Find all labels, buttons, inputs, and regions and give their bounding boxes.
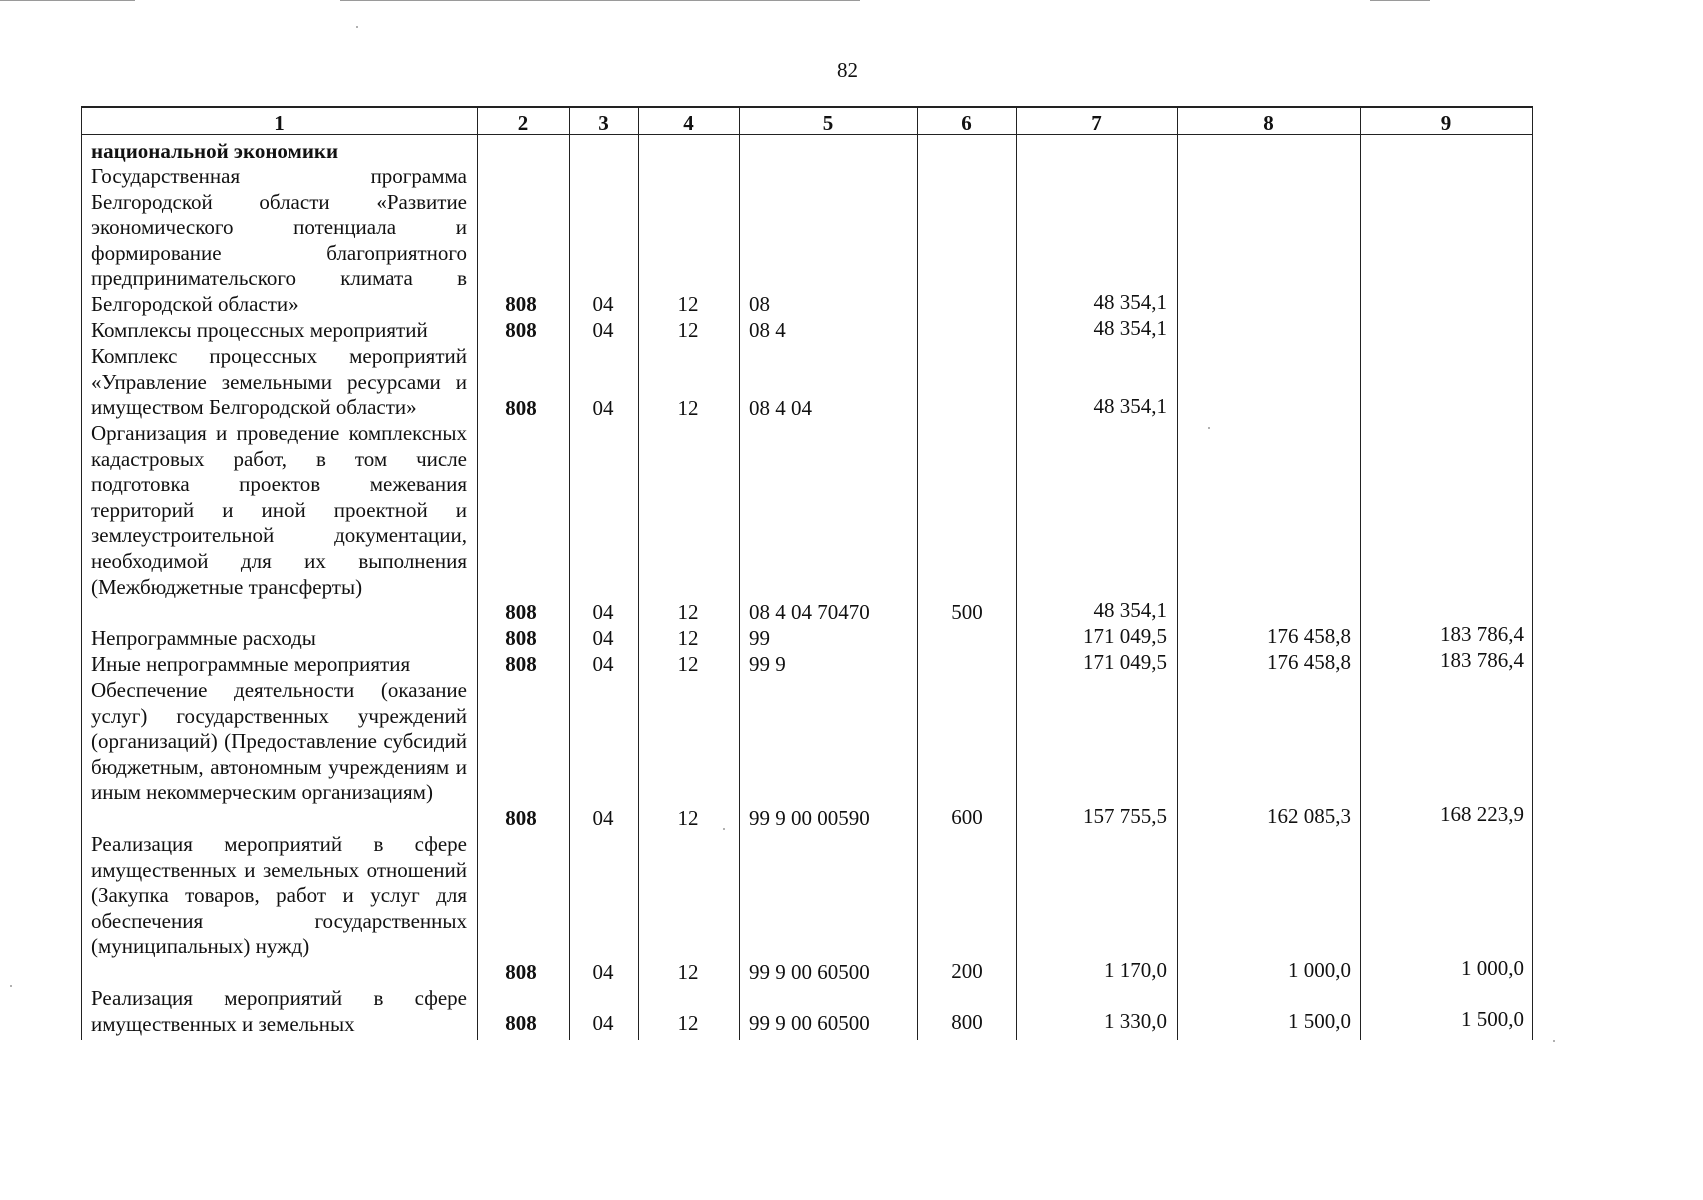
header-cell-5: 5 bbox=[822, 111, 834, 135]
amount-col-7: 157 755,5 bbox=[1083, 804, 1167, 828]
subsection-code: 12 bbox=[677, 396, 699, 420]
budget-table bbox=[81, 106, 1533, 1040]
page-number: 82 bbox=[837, 58, 858, 82]
amount-col-7: 1 170,0 bbox=[1104, 958, 1167, 982]
section-code: 04 bbox=[592, 396, 614, 420]
subsection-code: 12 bbox=[677, 292, 699, 316]
amount-col-7: 171 049,5 bbox=[1083, 650, 1167, 674]
ministry-code: 808 bbox=[505, 806, 537, 830]
header-cell-9: 9 bbox=[1440, 111, 1452, 135]
row-description: Реализация мероприятий в сфере имущественных и земельных отношений (Закупка товаров, работ и услуг для обеспечения государственных (муниципальных) нужд) bbox=[91, 832, 467, 959]
section-code: 04 bbox=[592, 806, 614, 830]
amount-col-8: 1 000,0 bbox=[1288, 958, 1351, 982]
ministry-code: 808 bbox=[505, 1011, 537, 1035]
amount-col-8: 162 085,3 bbox=[1267, 804, 1351, 828]
header-cell-2: 2 bbox=[517, 111, 529, 135]
subsection-code: 12 bbox=[677, 960, 699, 984]
amount-col-7: 48 354,1 bbox=[1093, 316, 1167, 340]
column-divider bbox=[1177, 108, 1178, 1040]
ministry-code: 808 bbox=[505, 292, 537, 316]
amount-col-8: 176 458,8 bbox=[1267, 650, 1351, 674]
target-article: 08 4 bbox=[749, 318, 786, 342]
column-divider bbox=[1360, 108, 1361, 1040]
amount-col-7: 48 354,1 bbox=[1093, 598, 1167, 622]
header-cell-8: 8 bbox=[1263, 111, 1274, 135]
row-description: Организация и проведение комплексных кадастровых работ, в том числе подготовка проектов межевания территорий и иной проектной и землеустроительной документации, необходимой для их выполнения (Межбюджетные трансферты) bbox=[91, 421, 467, 599]
expense-type: 800 bbox=[951, 1010, 983, 1034]
row-description: Иные непрограммные мероприятия bbox=[91, 652, 411, 676]
column-divider bbox=[1016, 108, 1017, 1040]
table-header-row bbox=[82, 108, 1532, 135]
row-description: Непрограммные расходы bbox=[91, 626, 316, 650]
target-article: 08 4 04 bbox=[749, 396, 812, 420]
ministry-code: 808 bbox=[505, 318, 537, 342]
section-code: 04 bbox=[592, 652, 614, 676]
section-code: 04 bbox=[592, 960, 614, 984]
amount-col-8: 1 500,0 bbox=[1288, 1009, 1351, 1033]
subsection-code: 12 bbox=[677, 600, 699, 624]
scan-speck bbox=[10, 985, 12, 987]
subsection-code: 12 bbox=[677, 626, 699, 650]
target-article: 99 9 00 60500 bbox=[749, 960, 870, 984]
amount-col-9: 183 786,4 bbox=[1440, 648, 1524, 672]
row-description: Реализация мероприятий в сфере имущественных и земельных bbox=[91, 986, 467, 1036]
amount-col-9: 168 223,9 bbox=[1440, 802, 1524, 826]
column-divider bbox=[917, 108, 918, 1040]
scan-speck bbox=[1208, 427, 1210, 429]
header-cell-7: 7 bbox=[1091, 111, 1102, 135]
ministry-code: 808 bbox=[505, 626, 537, 650]
subsection-code: 12 bbox=[677, 318, 699, 342]
row-description: Комплекс процессных мероприятий «Управление земельными ресурсами и имуществом Белгородской области» bbox=[91, 344, 467, 420]
target-article: 99 9 00 60500 bbox=[749, 1011, 870, 1035]
row-description: Комплексы процессных мероприятий bbox=[91, 318, 428, 342]
target-article: 08 4 04 70470 bbox=[749, 600, 870, 624]
scan-speck bbox=[723, 828, 725, 830]
ministry-code: 808 bbox=[505, 960, 537, 984]
amount-col-7: 171 049,5 bbox=[1083, 624, 1167, 648]
scan-artifact-line bbox=[1370, 0, 1430, 1]
column-divider bbox=[477, 108, 478, 1040]
target-article: 99 bbox=[749, 626, 770, 650]
header-cell-4: 4 bbox=[683, 111, 694, 135]
expense-type: 200 bbox=[951, 959, 983, 983]
target-article: 99 9 00 00590 bbox=[749, 806, 870, 830]
scan-artifact-line bbox=[0, 0, 135, 1]
amount-col-7: 48 354,1 bbox=[1093, 290, 1167, 314]
column-divider bbox=[638, 108, 639, 1040]
scan-speck bbox=[1553, 1040, 1555, 1042]
scan-speck bbox=[356, 26, 358, 28]
section-code: 04 bbox=[592, 600, 614, 624]
section-code: 04 bbox=[592, 626, 614, 650]
row-description: Обеспечение деятельности (оказание услуг) государственных учреждений (организаций) (Предоставление субсидий бюджетным, автономным учреждениям и иным некоммерческим организациям) bbox=[91, 678, 467, 805]
amount-col-7: 1 330,0 bbox=[1104, 1009, 1167, 1033]
section-code: 04 bbox=[592, 292, 614, 316]
amount-col-9: 1 500,0 bbox=[1461, 1007, 1524, 1031]
subsection-code: 12 bbox=[677, 652, 699, 676]
target-article: 99 9 bbox=[749, 652, 786, 676]
subsection-code: 12 bbox=[677, 1011, 699, 1035]
row-description: Государственная программа Белгородской области «Развитие экономического потенциала и формирование благоприятного предпринимательского климата в Белгородской области» bbox=[91, 164, 467, 316]
expense-type: 600 bbox=[951, 805, 983, 829]
scan-artifact-line bbox=[340, 0, 860, 1]
subsection-code: 12 bbox=[677, 806, 699, 830]
header-cell-1: 1 bbox=[274, 111, 285, 135]
section-code: 04 bbox=[592, 1011, 614, 1035]
amount-col-9: 183 786,4 bbox=[1440, 622, 1524, 646]
row-description: национальной экономики bbox=[91, 139, 339, 163]
amount-col-8: 176 458,8 bbox=[1267, 624, 1351, 648]
ministry-code: 808 bbox=[505, 652, 537, 676]
header-cell-6: 6 bbox=[961, 111, 972, 135]
ministry-code: 808 bbox=[505, 396, 537, 420]
column-divider bbox=[739, 108, 740, 1040]
amount-col-7: 48 354,1 bbox=[1093, 394, 1167, 418]
header-cell-3: 3 bbox=[598, 111, 609, 135]
column-divider bbox=[569, 108, 570, 1040]
ministry-code: 808 bbox=[505, 600, 537, 624]
expense-type: 500 bbox=[951, 600, 983, 624]
target-article: 08 bbox=[749, 292, 770, 316]
section-code: 04 bbox=[592, 318, 614, 342]
amount-col-9: 1 000,0 bbox=[1461, 956, 1524, 980]
